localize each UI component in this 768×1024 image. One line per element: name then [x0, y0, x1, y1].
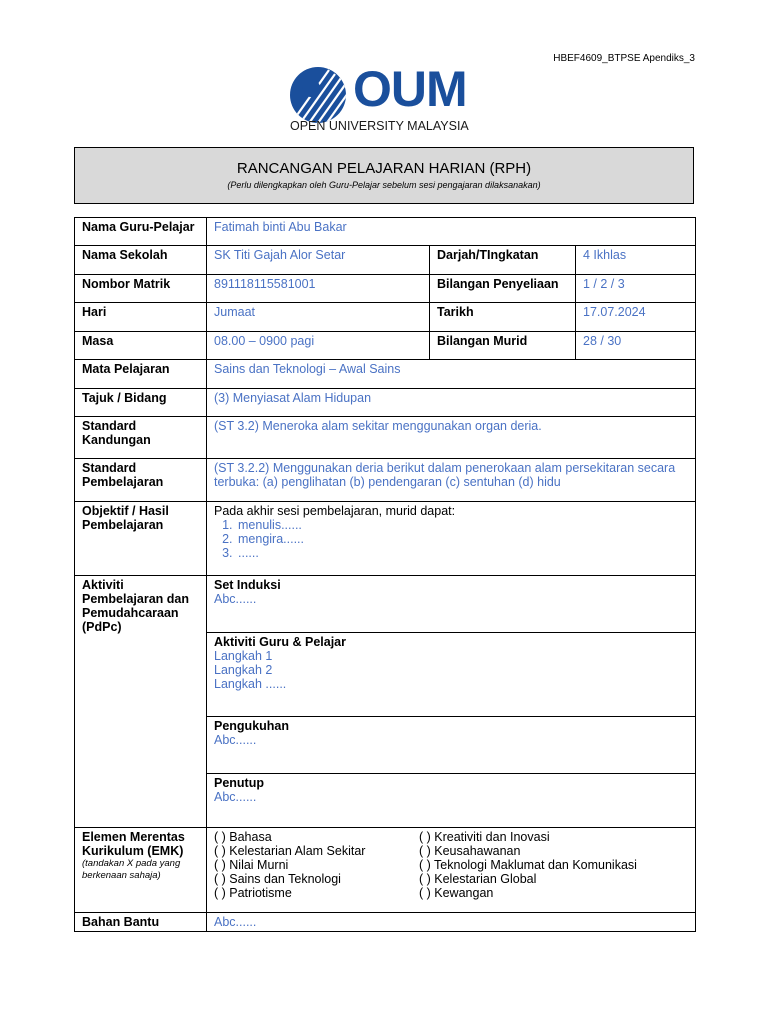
form-title: RANCANGAN PELAJARAN HARIAN (RPH) [236, 160, 532, 177]
label-emk: Elemen Merentas Kurikulum (EMK) [82, 830, 185, 858]
penutup-line: Abc...... [214, 790, 257, 804]
section-penutup[interactable] [207, 774, 696, 828]
set-induksi-title: Set Induksi [214, 578, 281, 592]
section-pengukuhan[interactable] [207, 717, 696, 774]
value-mata-pelajaran[interactable]: Sains dan Teknologi – Awal Sains [207, 360, 696, 389]
section-set-induksi[interactable] [207, 576, 696, 633]
oum-globe-icon [289, 66, 347, 124]
aktiviti-guru-line: Langkah 2 [214, 663, 273, 677]
label-objektif: Objektif / Hasil Pembelajaran [75, 502, 207, 576]
value-tarikh[interactable]: 17.07.2024 [576, 303, 696, 332]
section-aktiviti-guru[interactable] [207, 633, 696, 717]
row-set-induksi [75, 576, 696, 633]
emk-checkbox-patriotisme[interactable]: ( ) Patriotisme [214, 886, 292, 900]
penutup-title: Penutup [214, 776, 264, 790]
value-nama-guru[interactable]: Fatimah binti Abu Bakar [207, 218, 696, 246]
emk-checkbox-sains-teknologi[interactable]: ( ) Sains dan Teknologi [214, 872, 341, 886]
form-title-note: (Perlu dilengkapkan oleh Guru-Pelajar sebelum sesi pengajaran dilaksanakan) [227, 180, 541, 190]
label-nama-guru: Nama Guru-Pelajar [75, 218, 207, 246]
rph-form-table [74, 217, 696, 932]
row-tajuk [75, 389, 696, 417]
label-bahan-bantu: Bahan Bantu [75, 913, 207, 932]
emk-options [207, 828, 696, 913]
value-objektif[interactable] [207, 502, 696, 576]
label-mata-pelajaran: Mata Pelajaran [75, 360, 207, 389]
emk-note: (tandakan X pada yang berkenaan sahaja) [82, 858, 181, 881]
value-standard-kandungan[interactable]: (ST 3.2) Meneroka alam sekitar menggunakan organ deria. [207, 417, 696, 459]
aktiviti-guru-line: Langkah 1 [214, 649, 273, 663]
objektif-item: 3. ...... [236, 546, 688, 560]
label-bilangan-penyeliaan: Bilangan Penyeliaan [430, 275, 576, 303]
row-objektif [75, 502, 696, 576]
emk-checkbox-kewangan[interactable]: ( ) Kewangan [419, 886, 494, 900]
emk-checkbox-kreativiti[interactable]: ( ) Kreativiti dan Inovasi [419, 830, 550, 844]
document-code: HBEF4609_BTPSE Apendiks_3 [553, 53, 695, 64]
emk-checkbox-bahasa[interactable]: ( ) Bahasa [214, 830, 272, 844]
logo-wordmark: OUM [353, 61, 467, 117]
oum-logo [289, 61, 481, 136]
row-mata-pelajaran [75, 360, 696, 389]
label-tarikh: Tarikh [430, 303, 576, 332]
emk-checkbox-nilai-murni[interactable]: ( ) Nilai Murni [214, 858, 289, 872]
row-masa [75, 332, 696, 360]
objektif-list [214, 518, 688, 560]
row-emk [75, 828, 696, 913]
objektif-intro: Pada akhir sesi pembelajaran, murid dapat: [214, 504, 456, 518]
row-standard-pembelajaran [75, 459, 696, 502]
logo-subtitle: OPEN UNIVERSITY MALAYSIA [290, 119, 469, 133]
objektif-item: 2. mengira...... [236, 532, 688, 546]
label-hari: Hari [75, 303, 207, 332]
row-standard-kandungan [75, 417, 696, 459]
value-bilangan-penyeliaan[interactable]: 1 / 2 / 3 [576, 275, 696, 303]
label-standard-kandungan: Standard Kandungan [75, 417, 207, 459]
aktiviti-guru-line: Langkah ...... [214, 677, 287, 691]
value-masa[interactable]: 08.00 – 0900 pagi [207, 332, 430, 360]
pengukuhan-line: Abc...... [214, 733, 257, 747]
label-nama-sekolah: Nama Sekolah [75, 246, 207, 275]
emk-checkbox-keusahawanan[interactable]: ( ) Keusahawanan [419, 844, 521, 858]
row-nombor-matrik [75, 275, 696, 303]
set-induksi-line: Abc...... [214, 592, 257, 606]
row-hari [75, 303, 696, 332]
title-box [74, 147, 694, 204]
objektif-item: 1. menulis...... [236, 518, 688, 532]
label-aktiviti: Aktiviti Pembelajaran dan Pemudahcaraan (PdPc) [75, 576, 207, 828]
label-nombor-matrik: Nombor Matrik [75, 275, 207, 303]
label-masa: Masa [75, 332, 207, 360]
emk-checkbox-kelestarian-alam[interactable]: ( ) Kelestarian Alam Sekitar [214, 844, 366, 858]
label-tajuk: Tajuk / Bidang [75, 389, 207, 417]
row-nama-guru [75, 218, 696, 246]
emk-checkbox-kelestarian-global[interactable]: ( ) Kelestarian Global [419, 872, 537, 886]
value-hari[interactable]: Jumaat [207, 303, 430, 332]
value-bilangan-murid[interactable]: 28 / 30 [576, 332, 696, 360]
row-nama-sekolah [75, 246, 696, 275]
emk-checkbox-tmk[interactable]: ( ) Teknologi Maklumat dan Komunikasi [419, 858, 637, 872]
value-standard-pembelajaran[interactable]: (ST 3.2.2) Menggunakan deria berikut dalam penerokaan alam persekitaran secara terbuka: (a) penglihatan (b) pendengaran (c) sentuhan (d) hidu [207, 459, 696, 502]
value-bahan-bantu[interactable]: Abc...... [207, 913, 696, 932]
label-darjah: Darjah/TIngkatan [430, 246, 576, 275]
value-darjah[interactable]: 4 Ikhlas [576, 246, 696, 275]
value-nombor-matrik[interactable]: 891118115581001 [207, 275, 430, 303]
pengukuhan-title: Pengukuhan [214, 719, 290, 733]
value-tajuk[interactable]: (3) Menyiasat Alam Hidupan [207, 389, 696, 417]
value-nama-sekolah[interactable]: SK Titi Gajah Alor Setar [207, 246, 430, 275]
row-bahan-bantu [75, 913, 696, 932]
label-bilangan-murid: Bilangan Murid [430, 332, 576, 360]
aktiviti-guru-title: Aktiviti Guru & Pelajar [214, 635, 346, 649]
label-standard-pembelajaran: Standard Pembelajaran [75, 459, 207, 502]
label-emk-cell [75, 828, 207, 913]
